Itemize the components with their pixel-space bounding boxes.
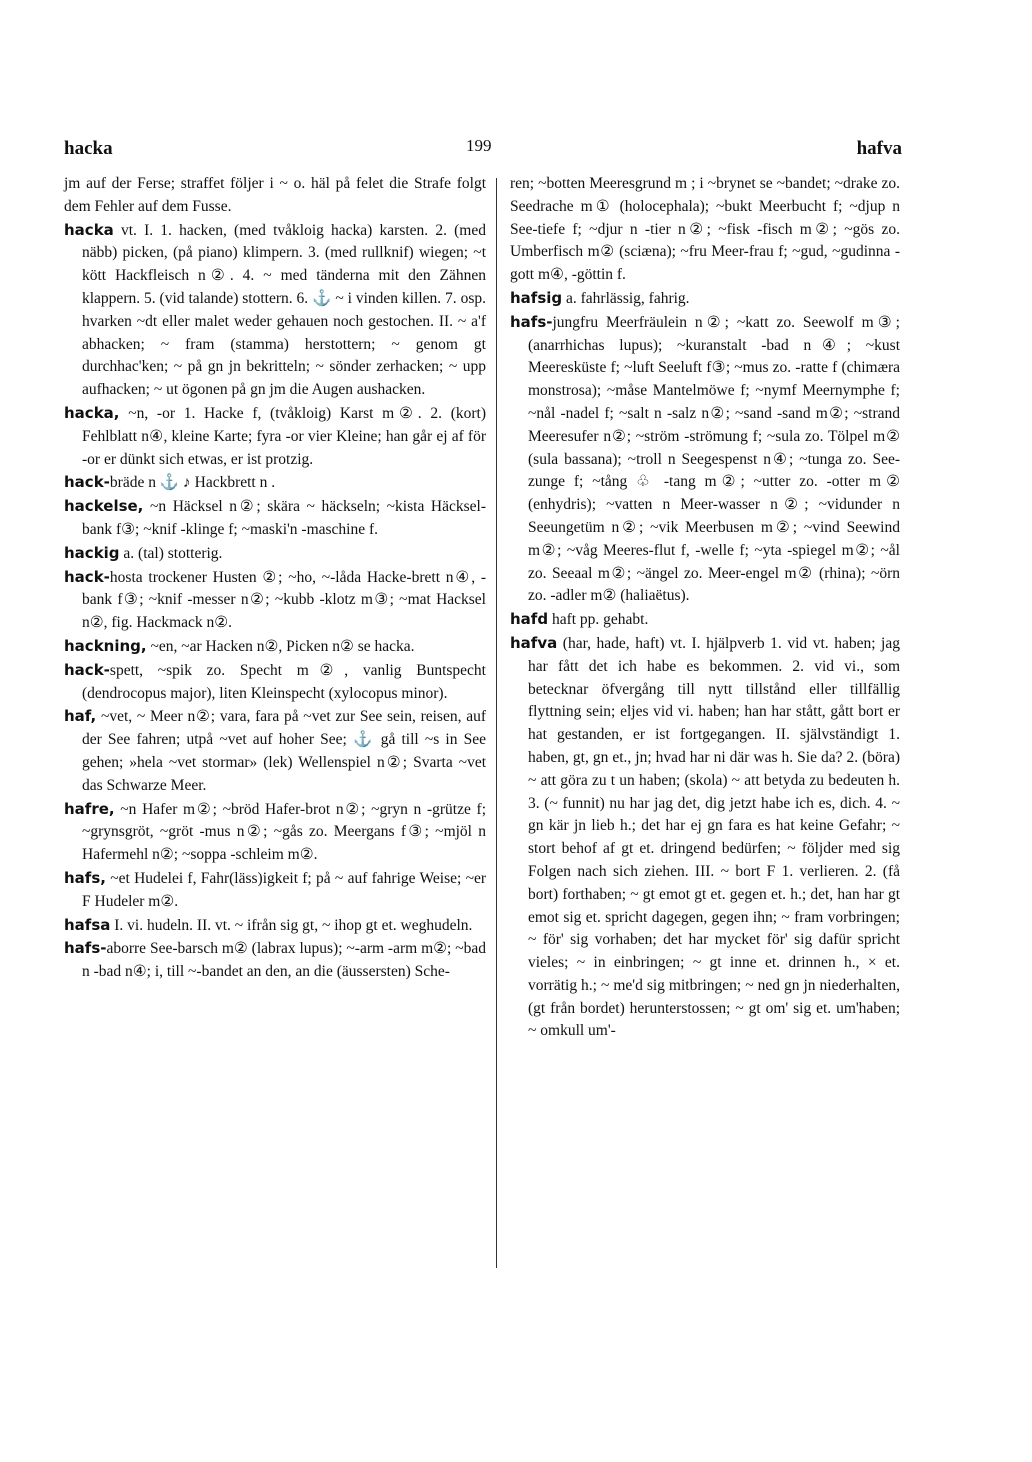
page-number: 199: [466, 136, 492, 155]
entry-text: haft pp. gehabt.: [548, 611, 649, 629]
entry-text: ~n Häcksel n②; skära ~ häckseln; ~kista Häcksel-bank f③; ~knif -klinge f; ~maski'n -maschine f.: [82, 498, 486, 538]
entry-headword: hafs,: [64, 868, 106, 887]
dictionary-entry: [64, 172, 486, 219]
dictionary-entry: [64, 659, 486, 706]
dictionary-entry: [64, 914, 486, 938]
entry-headword: hafs-: [510, 312, 553, 331]
dictionary-entry: [64, 705, 486, 797]
entry-headword: hack-: [64, 473, 110, 492]
entry-headword: hafre,: [64, 799, 115, 818]
dictionary-entry: [64, 219, 486, 402]
left-column: [64, 172, 486, 984]
entry-headword: hack-: [64, 567, 110, 586]
entry-headword: hacka,: [64, 403, 120, 422]
entry-text: bräde n ⚓ ♪ Hackbrett n .: [109, 474, 276, 492]
entry-text: ~en, ~ar Hacken n②, Picken n② se hacka.: [146, 637, 415, 655]
dictionary-entry: [510, 632, 900, 1043]
entry-headword: haf,: [64, 707, 97, 726]
entry-text: I. vi. hudeln. II. vt. ~ ifrån sig gt, ~ ihop gt et. weghudeln.: [110, 916, 473, 934]
entry-headword: hafs-: [64, 939, 107, 958]
entry-text: a. (tal) stotterig.: [119, 544, 223, 562]
entry-text: ren; ~botten Meeresgrund m ; i ~brynet se ~bandet; ~drake zo. Seedrache m① (holocephala); ~bukt Meerbucht f; ~djup n See-tiefe f; ~djur n -tier n②; ~fisk -fisch m②; ~gös zo. Umberfisch m② (sciæna); ~fru Meer-frau f; ~gud, ~gudinna -gott m④, -göttin f.: [510, 175, 900, 284]
dictionary-entry: [510, 172, 900, 287]
dictionary-entry: [510, 608, 900, 632]
dictionary-entry: [64, 867, 486, 914]
entry-headword: hafsig: [510, 288, 563, 307]
dictionary-entry: [64, 566, 486, 635]
entry-text: ~et Hudelei f, Fahr(läss)igkeit f; på ~ auf fahrige Weise; ~er F Hudeler m②.: [82, 869, 486, 910]
entry-headword: hafd: [510, 610, 549, 629]
dictionary-entry: [64, 635, 486, 659]
entry-headword: hackelse,: [64, 497, 144, 516]
dictionary-entry: [510, 311, 900, 608]
entry-headword: hacka: [64, 220, 114, 239]
entry-text: (har, hade, haft) vt. I. hjälpverb 1. vid vt. haben; jag har fått det ich habe es bekommen. 2. vid vi., som betecknar öfvergång till nytt tillstånd eller tillfällig flyttning sein; eljes vid vi. haben; han har stått, gått bort er hat gestanden, er ist fortgegangen. II. självständigt 1. haben, gt, gn et., jn; hvad har ni där was h. Sie da? 2. (böra) ~ att göra zu t un haben; (skola) ~ att betyda zu bedeuten h. 3. (~ funnit) nu har jag det, dig jetzt habe ich es, dich. 4. ~ gn kär jn lieb h.; det har ej gn fara es hat keine Gefahr; ~ stort behof af gt et. dringend bedürfen; ~ följder med sig Folgen nach sich ziehen. III. ~ bort F 1. verlieren. 2. (få bort) forthaben; ~ gt emot gt et. gegen et. h.; det, han har gt emot sig et. spricht dagegen, gegen ihn; ~ fram vorbringen; ~ för' sig vorhaben; det har mycket för' sig dafür spricht vieles; ~ in einbringen; ~ gt inne et. drinnen h., × et. vorrätig h.; ~ me'd sig mitbringen; ~ ned gn jn niederhalten, (gt från bordet) herunterstossen; ~ gt om' sig et. um'haben; ~ omkull um'-: [528, 634, 900, 1040]
entry-headword: hafva: [510, 633, 558, 652]
entry-text: vt. I. 1. hacken, (med tvåkloig hacka) karsten. 2. (med näbb) picken, (på piano) klimpern. 3. (med rullknif) wiegen; ~t kött Hackfleisch n②. 4. ~ med tänderna mit den Zähnen klappern. 5. (vid talande) stottern. 6. ⚓ ~ i vinden killen. 7. osp. hvarken ~dt eller malet weder gehauen noch gestochen. II. ~ a'f abhacken; ~ fram (stamma) herstottern; ~ genom gt durchhac'ken; ~ på gn jn bekritteln; ~ sönder zerhacken; ~ upp aufhacken; ~ ut ögonen på gn jm die Augen aushacken.: [82, 221, 486, 399]
entry-text: jm auf der Ferse; straffet följer i ~ o. häl på felet die Strafe folgt dem Fehler auf dem Fusse.: [64, 175, 486, 215]
entry-text: ~vet, ~ Meer n②; vara, fara på ~vet zur See sein, reisen, auf der See fahren; utpå ~vet auf hoher See; ⚓ gå till ~s in See gehen; »hela ~vet stormar» (lek) Wellenspiel n②; Svarta ~vet das Schwarze Meer.: [82, 708, 486, 794]
running-head-left: hacka: [64, 138, 113, 159]
entry-text: ~n, -or 1. Hacke f, (tvåkloig) Karst m②. 2. (kort) Fehlblatt n④, kleine Karte; fyra -or vier Kleine; han går ej af för -or er dünkt sich etwas, er ist protzig.: [82, 404, 486, 468]
entry-text: a. fahrlässig, fahrig.: [562, 289, 690, 307]
entry-headword: hack-: [64, 660, 110, 679]
dictionary-entry: [64, 937, 486, 984]
dictionary-entry: [64, 798, 486, 867]
dictionary-entry: [64, 402, 486, 471]
running-head-right: hafva: [856, 138, 902, 159]
right-column: [510, 172, 900, 1043]
entry-text: hosta trockener Husten ②; ~ho, ~-låda Hacke-brett n④, -bank f③; ~knif -messer n②; ~kubb -klotz m③; ~mat Hacksel n②, fig. Hackmack n②.: [82, 568, 486, 632]
entry-headword: hafsa: [64, 915, 111, 934]
dictionary-entry: [64, 495, 486, 542]
dictionary-entry: [64, 542, 486, 566]
entry-text: jungfru Meerfräulein n②; ~katt zo. Seewolf m③; (anarrhichas lupus); ~kuranstalt -bad n④; ~kust Meeresküste f; ~luft Seeluft f③; ~mus zo. -ratte f (chimæra monstrosa); ~måse Mantelmöwe f; ~nymf Meernymphe f; ~nål -nadel f; ~salt n -salz n②; ~sand -sand m②; ~strand Meeresufer n②; ~ström -strömung f; ~sula zo. Tölpel m② (sula bassana); ~troll n Seegespenst n④; ~tunga zo. See-zunge f; ~tång ♧ -tang m②; ~utter zo. -otter m② (enhydris); ~vatten n Meer-wasser n②; ~vidunder n Seeungetüm n②; ~vik Meerbusen m②; ~vind Seewind m②; ~våg Meeres-flut f, -welle f; ~yta -spiegel m②; ~ål zo. Seeaal m②; ~ängel zo. Meer-engel m② (rhina); ~örn zo. -adler m② (haliaëtus).: [528, 313, 900, 605]
column-divider: [496, 178, 497, 1268]
entry-text: spett, ~spik zo. Specht m②, vanlig Buntspecht (dendrocopus major), liten Kleinspecht (xylocopus minor).: [82, 661, 486, 702]
dictionary-entry: [510, 287, 900, 311]
entry-headword: hackning,: [64, 636, 147, 655]
entry-text: ~n Hafer m②; ~bröd Hafer-brot n②; ~gryn n -grütze f; ~grynsgröt, ~gröt -mus n②; ~gås zo. Meergans f③; ~mjöl n Hafermehl n②; ~soppa -schleim m②.: [82, 800, 486, 864]
entry-text: aborre See-barsch m② (labrax lupus); ~-arm -arm m②; ~bad n -bad n④; i, till ~-bandet an den, an die (äussersten) Sche-: [82, 940, 486, 981]
entry-headword: hackig: [64, 543, 120, 562]
dictionary-entry: [64, 471, 486, 495]
